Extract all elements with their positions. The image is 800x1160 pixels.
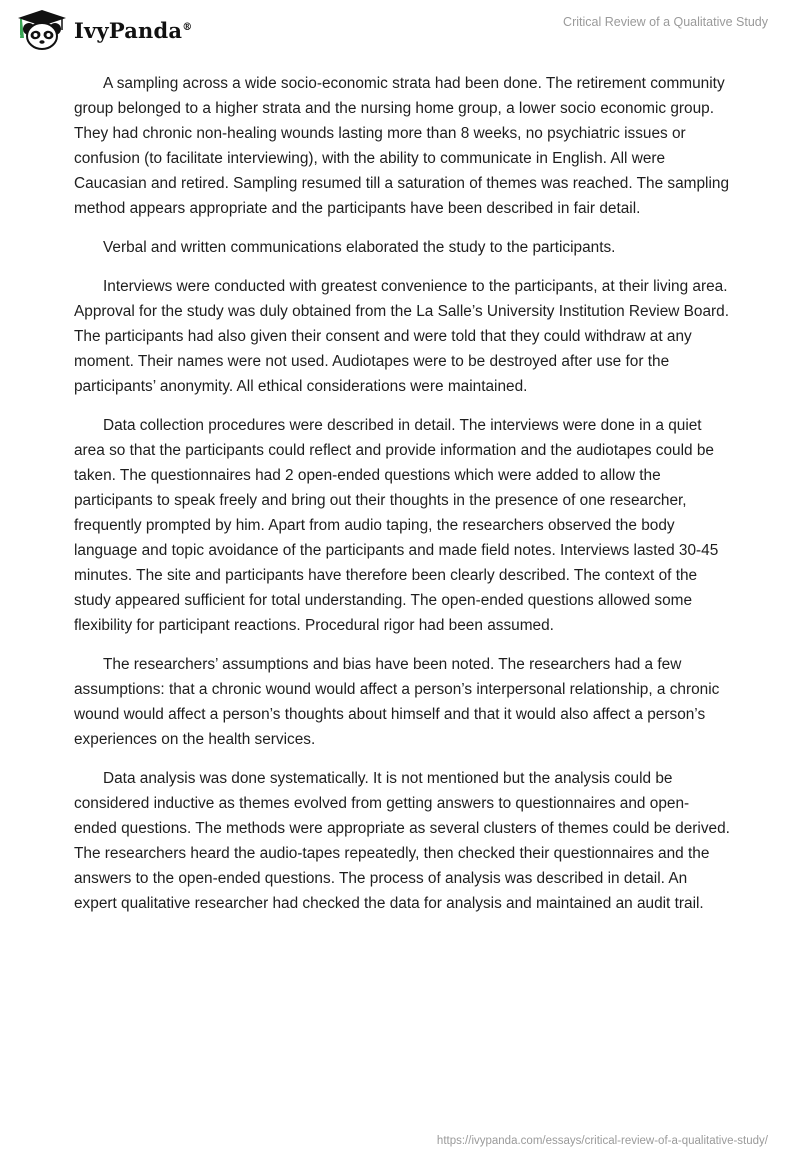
paragraph-interviews-ethics: Interviews were conducted with greatest convenience to the participants, at their living area. Approval for the study was duly obtained from the La Salle’s University Institution Review Board. The participants had also given their consent and were told that they could withdraw at any moment. Their names were not used. Audiotapes were to be destroyed after use for the participants’ anonymity. All ethical considerations were maintained. <box>74 278 730 395</box>
essay-body <box>74 71 730 930</box>
source-url-link[interactable]: https://ivypanda.com/essays/critical-review-of-a-qualitative-study/ <box>436 1135 768 1147</box>
registered-mark: ® <box>182 21 193 33</box>
paragraph-assumptions-bias: The researchers’ assumptions and bias have been noted. The researchers had a few assumptions: that a chronic wound would affect a person’s interpersonal relationship, a chronic wound would affect a person’s thoughts about himself and that it would also affect a person’s experiences on the health services. <box>74 656 720 748</box>
brand-name: IvyPanda® <box>74 17 193 43</box>
paragraph-sampling: A sampling across a wide socio-economic strata had been done. The retirement community group belonged to a higher strata and the nursing home group, a lower socio economic group. They had chronic non-healing wounds lasting more than 8 weeks, no psychiatric issues or confusion (to facilitate interviewing), with the ability to communicate in English. All were Caucasian and retired. Sampling resumed till a saturation of themes was reached. The sampling method appears appropriate and the participants have been described in fair detail. <box>74 75 730 217</box>
paragraph-data-analysis: Data analysis was done systematically. It is not mentioned but the analysis could be considered inductive as themes evolved from getting answers to questionnaires and open-ended questions. The methods were appropriate as several clusters of themes could be derived. The researchers heard the audio-tapes repeatedly, then checked their questionnaires and the answers to the open-ended questions. The process of analysis was described in detail. An expert qualitative researcher had checked the data for analysis and maintained an audit trail. <box>74 770 730 912</box>
paragraph-data-collection: Data collection procedures were described in detail. The interviews were done in a quiet area so that the participants could reflect and provide information and the audiotapes could be taken. The questionnaires had 2 open-ended questions which were added to allow the participants to speak freely and bring out their thoughts in the presence of one researcher, frequently prompted by him. Apart from audio taping, the researchers observed the body language and topic avoidance of the participants and made field notes. Interviews lasted 30-45 minutes. The site and participants have therefore been clearly described. The context of the study appeared sufficient for total understanding. The open-ended questions allowed some flexibility for participant reactions. Procedural rigor had been assumed. <box>74 417 719 634</box>
page-header <box>0 0 800 60</box>
document-title: Critical Review of a Qualitative Study <box>563 15 768 29</box>
paragraph-communications: Verbal and written communications elaborated the study to the participants. <box>103 239 616 256</box>
ivypanda-logo[interactable] <box>14 8 192 52</box>
panda-graduate-icon <box>14 8 70 52</box>
